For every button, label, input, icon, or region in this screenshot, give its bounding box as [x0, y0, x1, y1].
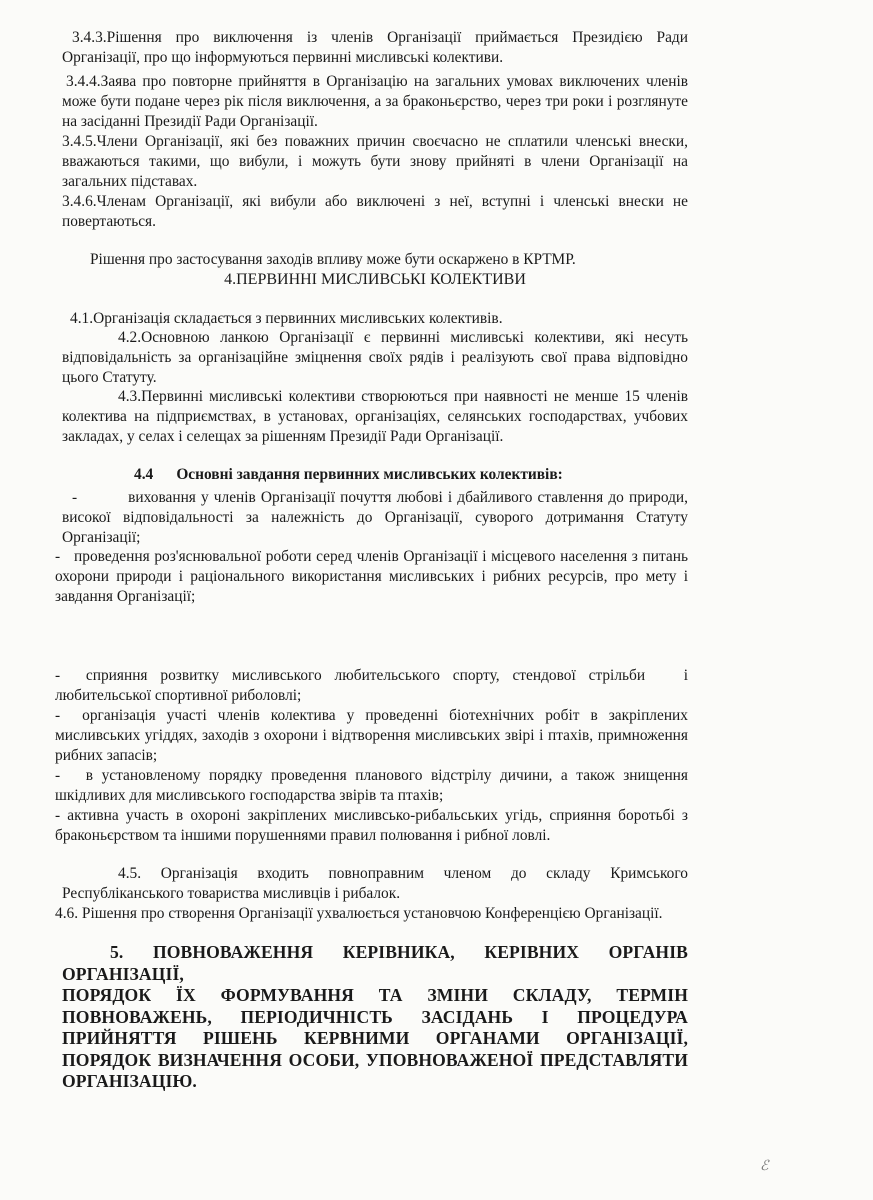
paragraph-4-3: 4.3.Первинні мисливські колективи створюються при наявності не менше 15 членів колектива на підприємствах, в установах, організаціях, селянських господарствах, учбових закладах, у селах і селещах за рішенням Президії Ради Організації. [62, 388, 688, 445]
task-item-4: - організація участі членів колектива у проведенні біотехнічних робіт в закріплених мисливських угіддях, заходів з охорони і відтворення мисливських звірі і птахів, примноження рибних запасів; [55, 707, 692, 764]
section-4-heading: 4.ПЕРВИННІ МИСЛИВСЬКІ КОЛЕКТИВИ [224, 271, 526, 288]
paragraph-3-4-4: 3.4.4.Заява про повторне прийняття в Організацію на загальних умовах виключених членів може бути подане через рік після виключення, а за браконьєрство, через три роки і розглянуте на засіданні Президії Ради Організації. [62, 73, 688, 130]
section-5-heading-rest: ПОРЯДОК ЇХ ФОРМУВАННЯ ТА ЗМІНИ СКЛАДУ, ТЕРМІН ПОВНОВАЖЕНЬ, ПЕРІОДИЧНІСТЬ ЗАСІДАНЬ І ПРОЦЕДУРА ПРИЙНЯТТЯ РІШЕНЬ КЕРВНИМИ ОРГАНАМИ ОРГАНІЗАЦІЇ, ПОРЯДОК ВИЗНАЧЕННЯ ОСОБИ, УПОВНОВАЖЕНОЇ ПРЕДСТАВЛЯТИ ОРГАНІЗАЦІЮ. [62, 985, 688, 1091]
paragraph-4-4-heading: 4.4 Основні завдання первинних мисливських колективів: [134, 466, 563, 483]
appeal-note: Рішення про застосування заходів впливу може бути оскаржено в КРТМР. [90, 251, 576, 268]
section-5-heading [62, 942, 688, 1093]
task-item-1: - виховання у членів Організації почуття любові і дбайливого ставлення до природи, високої відповідальності за належність до Організації, суворого дотримання Статуту Організації; [62, 489, 692, 546]
page-corner-mark: ℰ [760, 1159, 769, 1174]
task-item-6: - активна участь в охороні закріплених мисливсько-рибальських угідь, сприяння боротьбі з браконьєрством та іншими порушеннями правил полювання і рибної ловлі. [55, 807, 688, 844]
task-item-3: - сприяння розвитку мисливського любительського спорту, стендової стрільби і любительської спортивної риболовлі; [55, 667, 692, 704]
paragraph-4-6: 4.6. Рішення про створення Організації ухвалюється установчою Конференцією Організації. [55, 905, 663, 922]
paragraph-4-1: 4.1.Організація складається з первинних мисливських колективів. [70, 310, 503, 327]
paragraph-4-5: 4.5. Організація входить повноправним членом до складу Кримського Республіканського товариства мисливців і рибалок. [62, 865, 688, 902]
paragraph-4-2: 4.2.Основною ланкою Організації є первинні мисливські колективи, які несуть відповідальність за організаційне зміцнення своїх рядів і реалізують свої права відповідно цього Статуту. [62, 329, 688, 386]
paragraph-3-4-5: 3.4.5.Члени Організації, які без поважних причин своєчасно не сплатили членські внески, вважаються такими, що вибули, і можуть бути знову прийняті в члени Організації на загальних підставах. [62, 133, 688, 190]
paragraph-3-4-6: 3.4.6.Членам Організації, які вибули або виключені з неї, вступні і членські внески не повертаються. [62, 193, 688, 230]
task-item-5: - в установленому порядку проведення планового відстрілу дичини, а також знищення шкідливих для мисливського господарства звірів та птахів; [55, 767, 692, 804]
task-item-2: - проведення роз'яснювальної роботи серед членів Організації і місцевого населення з питань охорони природи і раціонального використання мисливських і рибних ресурсів, про мету і завдання Організації; [55, 548, 692, 605]
section-5-heading-first-line: 5. ПОВНОВАЖЕННЯ КЕРІВНИКА, КЕРІВНИХ ОРГАНІВ ОРГАНІЗАЦІЇ, [62, 942, 688, 984]
paragraph-3-4-3: 3.4.3.Рішення про виключення із членів Організації приймається Президією Ради Організації, про що інформуються первинні мисливські колективи. [62, 29, 688, 66]
